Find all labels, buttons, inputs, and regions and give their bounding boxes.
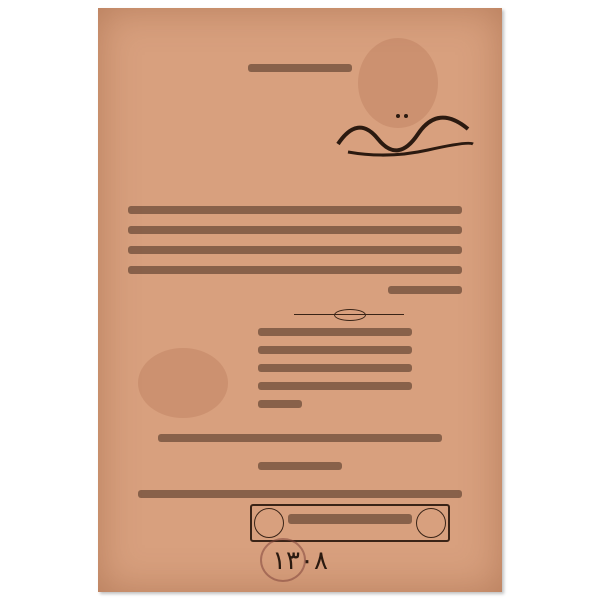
author-line: [248, 64, 352, 72]
description-line: [128, 266, 462, 274]
description-line: [128, 246, 462, 254]
divider: [294, 314, 404, 315]
city-line: [258, 462, 342, 470]
stain: [138, 348, 228, 418]
book-page: [98, 8, 502, 592]
verse-line: [258, 400, 302, 408]
verse-line: [258, 346, 412, 354]
ornament-icon: [416, 508, 446, 538]
verse-line: [258, 382, 412, 390]
description-line: [388, 286, 462, 294]
description-line: [128, 226, 462, 234]
permission-line: [158, 434, 442, 442]
description-line: [128, 206, 462, 214]
verse-line: [258, 364, 412, 372]
title-calligraphy: [328, 104, 480, 164]
verse-line: [258, 328, 412, 336]
ornament-icon: [254, 508, 284, 538]
publication-date: ١٣٠٨: [272, 546, 328, 576]
publisher-box: [250, 504, 450, 542]
printer-line: [138, 490, 462, 498]
